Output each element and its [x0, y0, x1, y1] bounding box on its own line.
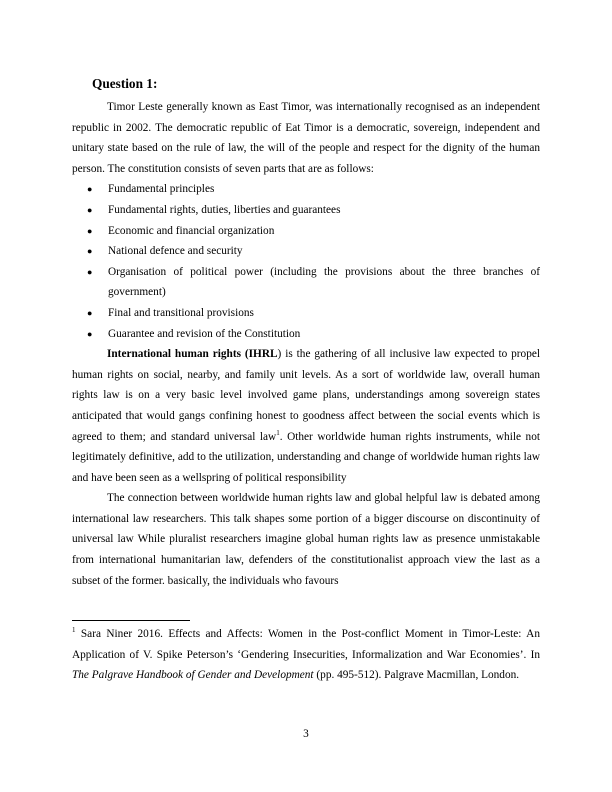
- list-item-text: Organisation of political power (including the provisions about the three branches of government): [108, 265, 540, 299]
- list-item: [72, 262, 540, 303]
- list-item: [72, 241, 540, 262]
- footnote-mark: 1: [72, 626, 76, 635]
- list-item-text: Economic and financial organization: [108, 224, 275, 237]
- list-item: [72, 303, 540, 324]
- bullet-icon: ●: [87, 328, 93, 339]
- ihrl-text-1: ) is the gathering of all inclusive law expected to propel human rights on social, nearby, and family unit levels. As a sort of worldwide law, overall human rights law is on a very basic level involved game plans, understandings among sovereign states anticipated that would gangs confining honest to goodness affect between the social events which is agreed to them; and standard universal law: [72, 348, 540, 443]
- list-item: [72, 221, 540, 242]
- list-item-text: Guarantee and revision of the Constitution: [108, 327, 301, 340]
- ihrl-text-2: . Other worldwide human rights instruments, while not legitimately definitive, add to the utilization, understanding and change of worldwide human rights law and have been seen as a wellspring of political responsibility: [72, 430, 540, 484]
- page-body: [72, 74, 540, 591]
- list-item: [72, 324, 540, 345]
- bullet-icon: ●: [87, 204, 93, 215]
- connection-paragraph: The connection between worldwide human rights law and global helpful law is debated among international law researchers. This talk shapes some portion of a bigger discourse on discontinuity of universal law While pluralist researchers imagine global human rights law as presence unmistakable from international humanitarian law, defenders of the constitutionalist approach view the last as a subset of the former. basically, the individuals who favours: [72, 492, 540, 587]
- page-number: 3: [303, 728, 309, 740]
- footnote-divider: [72, 620, 190, 621]
- ihrl-term: International human rights (IHRL: [107, 348, 278, 361]
- ihrl-paragraph: [72, 344, 540, 488]
- footnote-reference[interactable]: 1: [276, 428, 280, 437]
- bullet-icon: ●: [87, 225, 93, 236]
- footnote-text-2: (pp. 495-512). Palgrave Macmillan, London.: [313, 669, 520, 681]
- list-item: [72, 200, 540, 221]
- bullet-icon: ●: [87, 266, 93, 277]
- list-item-text: Fundamental principles: [108, 183, 215, 196]
- bullet-icon: ●: [87, 307, 93, 318]
- list-item-text: Final and transitional provisions: [108, 306, 254, 319]
- list-item-text: Fundamental rights, duties, liberties and guarantees: [108, 203, 341, 216]
- constitution-parts-list: [72, 179, 540, 344]
- bullet-icon: ●: [87, 184, 93, 195]
- footnote: [72, 624, 540, 686]
- intro-paragraph: Timor Leste generally known as East Timor, was internationally recognised as an independent republic in 2002. The democratic republic of Eat Timor is a democratic, sovereign, independent and unitary state based on the rule of law, the will of the people and respect for the dignity of the human person. The constitution consists of seven parts that are as follows:: [72, 101, 540, 175]
- question-heading: Question 1:: [92, 76, 158, 91]
- list-item-text: National defence and security: [108, 245, 243, 258]
- list-item: [72, 179, 540, 200]
- bullet-icon: ●: [87, 246, 93, 257]
- footnote-text-1: Sara Niner 2016. Effects and Affects: Women in the Post-conflict Moment in Timor-Leste: An Application of V. Spike Peterson’s ‘Gendering Insecurities, Informalization and War Economies’. In: [72, 628, 540, 661]
- footnote-book-title: The Palgrave Handbook of Gender and Development: [72, 669, 314, 681]
